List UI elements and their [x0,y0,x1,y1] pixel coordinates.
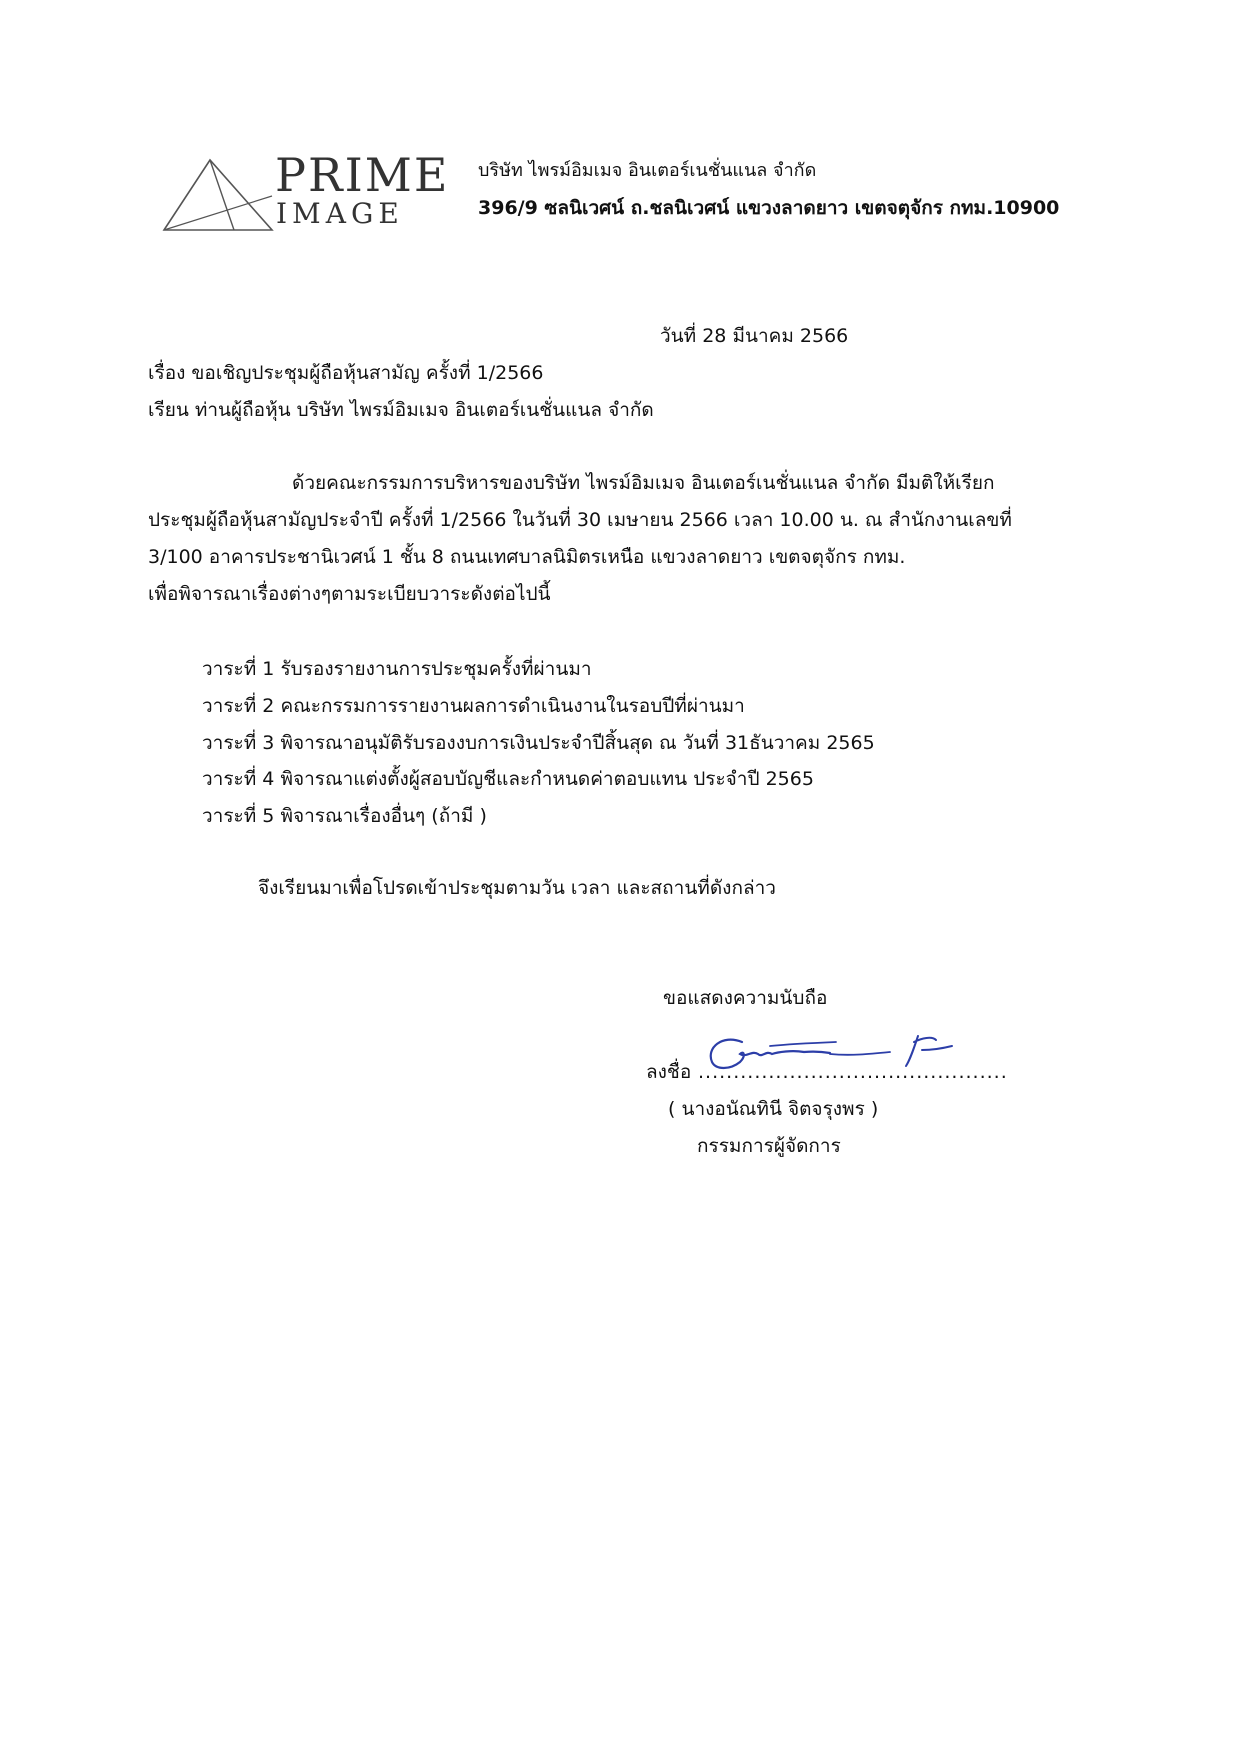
signer-title: กรรมการผู้จัดการ [697,1135,841,1157]
letter-subject: เรื่อง ขอเชิญประชุมผู้ถือหุ้นสามัญ ครั้งที่ 1/2566 [148,362,544,384]
agenda-item: วาระที่ 5 พิจารณาเรื่องอื่นๆ (ถ้ามี ) [202,805,487,827]
company-name: บริษัท ไพรม์อิมเมจ อินเตอร์เนชั่นแนล จำกัด [478,160,817,181]
logo-word-prime: PRIME [275,148,450,202]
body-line: ด้วยคณะกรรมการบริหารของบริษัท ไพรม์อิมเมจ อินเตอร์เนชั่นแนล จำกัด มีมติให้เรียก [292,472,995,494]
pyramid-logo-icon [162,156,274,232]
regards-line: ขอแสดงความนับถือ [663,987,828,1009]
company-address: 396/9 ซลนิเวศน์ ถ.ชลนิเวศน์ แขวงลาดยาว เขตจตุจักร กทม.10900 [478,197,1060,219]
body-line: เพื่อพิจารณาเรื่องต่างๆตามระเบียบวาระดังต่อไปนี้ [148,583,551,605]
closing-line: จึงเรียนมาเพื่อโปรดเข้าประชุมตามวัน เวลา และสถานที่ดังกล่าว [258,877,776,899]
signature-line: ............................................ [698,1061,1008,1083]
agenda-item: วาระที่ 3 พิจารณาอนุมัติรับรองงบการเงินประจำปีสิ้นสุด ณ วันที่ 31ธันวาคม 2565 [202,732,875,754]
signer-name: ( นางอนัณทินี จิตจรุงพร ) [668,1098,879,1120]
logo-word-image: IMAGE [276,197,404,230]
agenda-item: วาระที่ 1 รับรองรายงานการประชุมครั้งที่ผ่านมา [202,658,592,680]
letter-date: วันที่ 28 มีนาคม 2566 [660,325,849,347]
letter-addressee: เรียน ท่านผู้ถือหุ้น บริษัท ไพรม์อิมเมจ อินเตอร์เนชั่นแนล จำกัด [148,399,654,421]
agenda-item: วาระที่ 2 คณะกรรมการรายงานผลการดำเนินงานในรอบปีที่ผ่านมา [202,695,745,717]
signature-label: ลงชื่อ [646,1061,692,1083]
body-line: 3/100 อาคารประชานิเวศน์ 1 ชั้น 8 ถนนเทศบาลนิมิตรเหนือ แขวงลาดยาว เขตจตุจักร กทม. [148,546,906,568]
body-line: ประชุมผู้ถือหุ้นสามัญประจำปี ครั้งที่ 1/2566 ในวันที่ 30 เมษายน 2566 เวลา 10.00 น. ณ สำนักงานเลขที่ [148,509,1012,531]
agenda-item: วาระที่ 4 พิจารณาแต่งตั้งผู้สอบบัญชีและกำหนดค่าตอบแทน ประจำปี 2565 [202,768,814,790]
